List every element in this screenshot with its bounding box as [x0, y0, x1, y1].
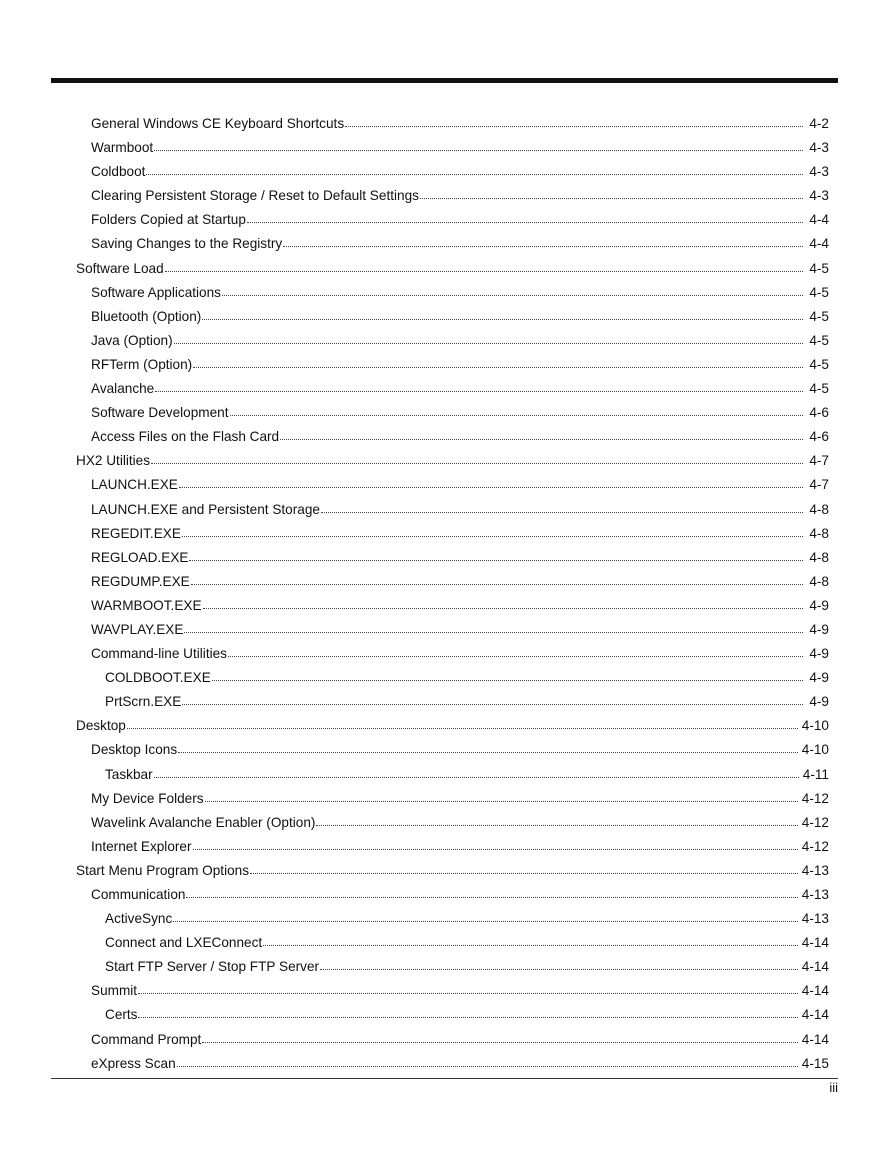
toc-entry[interactable] — [0, 329, 892, 353]
toc-entry[interactable] — [0, 931, 892, 955]
toc-entry-page[interactable]: 4-8 — [809, 549, 829, 565]
toc-entry-title[interactable]: Command-line Utilities — [91, 646, 227, 662]
toc-entry-line — [91, 329, 829, 353]
toc-entry-line — [91, 522, 829, 546]
dot-leader — [203, 608, 803, 609]
toc-entry-page[interactable]: 4-13 — [801, 911, 829, 927]
toc-entry-page[interactable]: 4-12 — [801, 790, 829, 806]
toc-entry[interactable] — [0, 546, 892, 570]
toc-entry-title[interactable]: Wavelink Avalanche Enabler (Option) — [91, 814, 316, 830]
toc-entry-title[interactable]: My Device Folders — [91, 790, 204, 806]
dot-leader — [263, 945, 798, 946]
toc-entry-page[interactable]: 4-14 — [801, 959, 829, 975]
toc-entry-page[interactable]: 4-15 — [801, 1055, 829, 1071]
toc-entry-line — [105, 955, 829, 979]
toc-entry[interactable] — [0, 859, 892, 883]
toc-entry-page[interactable]: 4-5 — [809, 308, 829, 324]
toc-entry[interactable] — [0, 907, 892, 931]
toc-entry[interactable] — [0, 160, 892, 184]
header-rule — [51, 78, 838, 83]
dot-leader — [155, 391, 803, 392]
toc-entry[interactable] — [0, 112, 892, 136]
toc-entry[interactable] — [0, 498, 892, 522]
dot-leader — [345, 126, 803, 127]
toc-entry[interactable] — [0, 979, 892, 1003]
table-of-contents — [0, 112, 892, 1076]
dot-leader — [178, 752, 798, 753]
toc-entry-title[interactable]: General Windows CE Keyboard Shortcuts — [91, 116, 345, 131]
toc-entry-page[interactable]: 4-14 — [801, 935, 829, 951]
toc-entry-line — [91, 112, 829, 136]
toc-entry-page[interactable]: 4-5 — [809, 284, 829, 300]
dot-leader — [191, 584, 803, 585]
toc-entry[interactable] — [0, 401, 892, 425]
toc-entry-line — [91, 883, 829, 907]
toc-entry-line — [76, 859, 829, 883]
toc-entry-line — [105, 1003, 829, 1027]
dot-leader — [189, 560, 803, 561]
toc-entry[interactable] — [0, 883, 892, 907]
toc-entry-page[interactable]: 4-5 — [809, 356, 829, 372]
dot-leader — [151, 463, 803, 464]
toc-entry-page[interactable]: 4-9 — [809, 621, 829, 637]
toc-entry-title[interactable]: Software Applications — [91, 284, 221, 300]
dot-leader — [205, 801, 798, 802]
toc-entry-line — [91, 811, 829, 835]
toc-entry-line — [91, 353, 829, 377]
toc-entry-page[interactable]: 4-3 — [809, 188, 829, 204]
dot-leader — [184, 632, 803, 633]
toc-entry-page[interactable]: 4-9 — [809, 694, 829, 710]
dot-leader — [247, 222, 803, 223]
toc-entry-title[interactable]: REGLOAD.EXE — [91, 549, 189, 565]
toc-entry-page[interactable]: 4-9 — [809, 597, 829, 613]
toc-entry-line — [76, 714, 829, 738]
toc-entry-title[interactable]: Certs — [105, 1007, 138, 1023]
toc-entry[interactable] — [0, 787, 892, 811]
toc-entry-line — [91, 305, 829, 329]
toc-entry[interactable] — [0, 738, 892, 762]
toc-entry-title[interactable]: Command Prompt — [91, 1031, 202, 1047]
toc-entry-page[interactable]: 4-14 — [801, 983, 829, 999]
toc-entry-title[interactable]: Java (Option) — [91, 332, 173, 348]
dot-leader — [127, 728, 798, 729]
toc-entry[interactable] — [0, 232, 892, 256]
dot-leader — [202, 319, 803, 320]
dot-leader — [280, 439, 803, 440]
dot-leader — [138, 1017, 797, 1018]
toc-entry-page[interactable]: 4-11 — [802, 766, 829, 782]
toc-entry[interactable] — [0, 570, 892, 594]
toc-entry-title[interactable]: Desktop Icons — [91, 742, 178, 758]
toc-entry-line — [91, 208, 829, 232]
toc-entry-page[interactable]: 4-9 — [809, 646, 829, 662]
toc-entry-page[interactable]: 4-12 — [801, 814, 829, 830]
dot-leader — [320, 969, 798, 970]
toc-entry-line — [91, 979, 829, 1003]
toc-entry-line — [91, 160, 829, 184]
dot-leader — [230, 415, 803, 416]
toc-entry[interactable] — [0, 955, 892, 979]
toc-entry-line — [76, 257, 829, 281]
toc-entry-line — [76, 449, 829, 473]
toc-entry-title[interactable]: WAVPLAY.EXE — [91, 621, 184, 637]
toc-entry-line — [91, 401, 829, 425]
toc-entry-page[interactable]: 4-8 — [809, 573, 829, 589]
toc-entry-page[interactable]: 4-3 — [809, 164, 829, 180]
toc-entry[interactable] — [0, 473, 892, 497]
toc-entry-line — [91, 618, 829, 642]
toc-entry-title[interactable]: Access Files on the Flash Card — [91, 429, 280, 445]
toc-entry[interactable] — [0, 136, 892, 160]
toc-entry-page[interactable]: 4-12 — [801, 838, 829, 854]
toc-entry-title[interactable]: LAUNCH.EXE — [91, 477, 178, 493]
toc-entry-line — [91, 835, 829, 859]
toc-entry-title[interactable]: HX2 Utilities — [76, 453, 151, 469]
toc-entry-page[interactable]: 4-5 — [809, 260, 829, 276]
toc-entry-page[interactable]: 4-14 — [801, 1007, 829, 1023]
toc-entry[interactable] — [0, 425, 892, 449]
toc-entry-line — [91, 546, 829, 570]
toc-entry[interactable] — [0, 1003, 892, 1027]
toc-entry[interactable] — [0, 811, 892, 835]
toc-entry-page[interactable]: 4-10 — [801, 742, 829, 758]
toc-entry[interactable] — [0, 1028, 892, 1052]
toc-entry-page[interactable]: 4-4 — [809, 212, 829, 228]
toc-entry-line — [91, 570, 829, 594]
toc-entry-line — [105, 931, 829, 955]
toc-entry[interactable] — [0, 257, 892, 281]
dot-leader — [182, 704, 803, 705]
toc-entry-title[interactable]: COLDBOOT.EXE — [105, 670, 211, 686]
toc-entry-page[interactable]: 4-13 — [801, 887, 829, 902]
dot-leader — [228, 656, 803, 657]
dot-leader — [146, 174, 803, 175]
toc-entry-page[interactable]: 4-14 — [801, 1031, 829, 1047]
dot-leader — [202, 1042, 797, 1043]
toc-entry-page[interactable]: 4-5 — [809, 332, 829, 348]
toc-entry[interactable] — [0, 666, 892, 690]
toc-entry-page[interactable]: 4-4 — [809, 236, 829, 252]
toc-entry-title[interactable]: Start Menu Program Options — [76, 862, 250, 878]
dot-leader — [179, 487, 803, 488]
toc-entry[interactable] — [0, 642, 892, 666]
toc-entry[interactable] — [0, 618, 892, 642]
toc-entry-title[interactable]: Clearing Persistent Storage / Reset to Default Settings — [91, 188, 419, 204]
toc-entry-title[interactable]: Coldboot — [91, 164, 146, 180]
toc-entry-title[interactable]: Folders Copied at Startup — [91, 212, 246, 228]
toc-entry-title[interactable]: WARMBOOT.EXE — [91, 597, 202, 613]
toc-entry-line — [91, 281, 829, 305]
dot-leader — [212, 680, 803, 681]
toc-entry[interactable] — [0, 714, 892, 738]
toc-entry-line — [91, 787, 829, 811]
toc-entry[interactable] — [0, 690, 892, 714]
toc-entry-title[interactable]: Taskbar — [105, 766, 153, 782]
dot-leader — [154, 150, 803, 151]
toc-entry-title[interactable]: Warmboot — [91, 140, 154, 156]
toc-entry-page[interactable]: 4-6 — [809, 429, 829, 445]
toc-entry-line — [91, 738, 829, 762]
toc-entry[interactable] — [0, 835, 892, 859]
toc-entry-line — [91, 184, 829, 208]
toc-entry-title[interactable]: Software Development — [91, 405, 229, 421]
toc-entry-line — [91, 1028, 829, 1052]
toc-entry-title[interactable]: ActiveSync — [105, 911, 173, 927]
toc-entry-page[interactable]: 4-9 — [809, 670, 829, 686]
toc-entry-title[interactable]: Communication — [91, 887, 186, 902]
toc-entry-line — [105, 907, 829, 931]
dot-leader — [165, 271, 803, 272]
toc-entry[interactable] — [0, 208, 892, 232]
toc-entry-title[interactable]: Connect and LXEConnect — [105, 935, 263, 951]
toc-entry-line — [105, 690, 829, 714]
toc-entry[interactable] — [0, 377, 892, 401]
toc-entry-line — [91, 377, 829, 401]
toc-entry-title[interactable]: Desktop — [76, 718, 126, 734]
dot-leader — [193, 367, 803, 368]
toc-entry[interactable] — [0, 184, 892, 208]
toc-entry-page[interactable]: 4-6 — [809, 405, 829, 421]
toc-entry[interactable] — [0, 305, 892, 329]
toc-entry-page[interactable]: 4-7 — [809, 453, 829, 469]
toc-entry-title[interactable]: Summit — [91, 983, 138, 999]
dot-leader — [177, 1066, 798, 1067]
toc-entry-title[interactable]: eXpress Scan — [91, 1055, 176, 1071]
dot-leader — [193, 849, 798, 850]
toc-entry-line — [91, 136, 829, 160]
toc-entry-page[interactable]: 4-13 — [801, 862, 829, 878]
toc-entry-page[interactable]: 4-10 — [801, 718, 829, 734]
toc-entry-title[interactable]: Bluetooth (Option) — [91, 308, 202, 324]
toc-entry-title[interactable]: Internet Explorer — [91, 838, 192, 854]
page-number: iii — [829, 1080, 838, 1095]
toc-entry-page[interactable]: 4-8 — [809, 501, 829, 517]
toc-entry[interactable] — [0, 1052, 892, 1076]
dot-leader — [250, 873, 798, 874]
toc-entry-title[interactable]: PrtScrn.EXE — [105, 694, 182, 710]
toc-entry[interactable] — [0, 449, 892, 473]
toc-entry[interactable] — [0, 522, 892, 546]
toc-entry-title[interactable]: Software Load — [76, 260, 164, 276]
toc-entry[interactable] — [0, 763, 892, 787]
toc-entry-line — [91, 425, 829, 449]
toc-entry-line — [91, 594, 829, 618]
toc-entry-page[interactable]: 4-8 — [809, 525, 829, 541]
dot-leader — [182, 536, 803, 537]
toc-entry-page[interactable]: 4-3 — [809, 140, 829, 156]
toc-entry[interactable] — [0, 594, 892, 618]
toc-entry-line — [91, 642, 829, 666]
toc-entry-line — [105, 763, 829, 787]
dot-leader — [154, 777, 799, 778]
dot-leader — [316, 825, 797, 826]
dot-leader — [222, 295, 803, 296]
toc-entry-title[interactable]: Start FTP Server / Stop FTP Server — [105, 959, 320, 975]
toc-entry-line — [91, 1052, 829, 1076]
dot-leader — [173, 921, 798, 922]
dot-leader — [186, 897, 797, 898]
dot-leader — [321, 512, 803, 513]
toc-entry-title[interactable]: Avalanche — [91, 381, 155, 397]
footer-rule — [51, 1078, 838, 1079]
dot-leader — [174, 343, 803, 344]
toc-entry-title[interactable]: LAUNCH.EXE and Persistent Storage — [91, 501, 320, 517]
toc-entry-title[interactable]: Saving Changes to the Registry — [91, 236, 283, 252]
toc-entry-page[interactable]: 4-7 — [809, 477, 829, 493]
toc-entry-line — [91, 473, 829, 497]
toc-entry[interactable] — [0, 281, 892, 305]
dot-leader — [283, 246, 803, 247]
toc-entry-page[interactable]: 4-2 — [809, 116, 829, 131]
toc-entry-title[interactable]: REGEDIT.EXE — [91, 525, 181, 541]
dot-leader — [420, 198, 803, 199]
toc-entry-line — [105, 666, 829, 690]
toc-entry-page[interactable]: 4-5 — [809, 381, 829, 397]
toc-entry-line — [91, 498, 829, 522]
toc-entry-line — [91, 232, 829, 256]
toc-entry-title[interactable]: RFTerm (Option) — [91, 356, 193, 372]
dot-leader — [138, 993, 798, 994]
toc-entry-title[interactable]: REGDUMP.EXE — [91, 573, 190, 589]
toc-entry[interactable] — [0, 353, 892, 377]
